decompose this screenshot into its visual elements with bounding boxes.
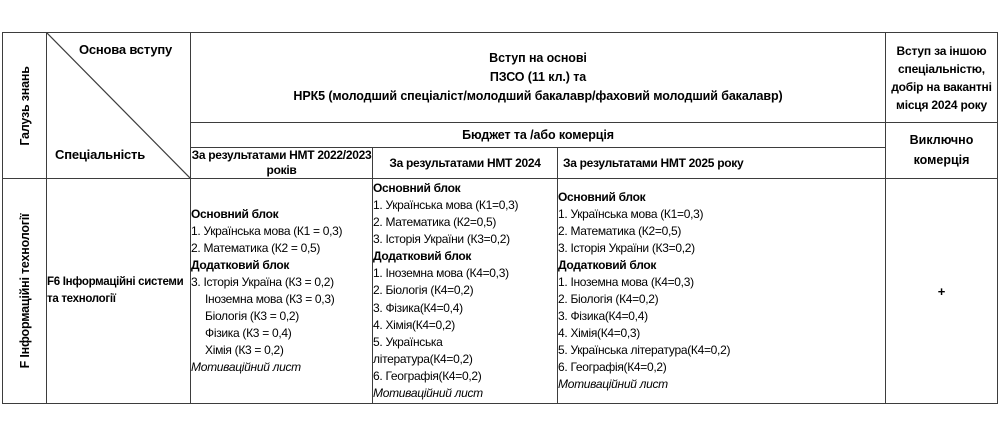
subject-line: Основний блок [558, 189, 646, 204]
commerce-only-value-cell [886, 179, 998, 404]
subject-line: Біологія (К3 = 0,2) [205, 309, 299, 324]
subject-line: Мотиваційний лист [558, 377, 668, 392]
field-of-knowledge-label: F Інформаційні технології [17, 213, 32, 369]
subject-line: 3. Історія Україна (К3 = 0,2) [191, 274, 334, 289]
commerce-only-header-cell: Виключно комерція [886, 123, 998, 179]
funding-header-cell: Бюджет та /або комерція [191, 123, 886, 148]
subject-line: 4. Хімія(К4=0,2) [373, 317, 455, 332]
row-group-label: Галузь знань [17, 65, 32, 146]
subject-line: Додатковий блок [373, 249, 472, 264]
admission-basis-line-2: ПЗСО (11 кл.) та [489, 70, 587, 85]
subject-line: Основний блок [191, 206, 279, 221]
other-specialty-header-cell [886, 33, 998, 123]
subject-line: 1. Українська мова (К1 = 0,3) [191, 223, 343, 238]
subject-line: Додатковий блок [558, 257, 657, 272]
plus-mark: + [937, 283, 946, 299]
subject-line: 5. Українська література(К4=0,2) [558, 343, 731, 358]
subjects-nmt-2022-2023-cell [191, 179, 373, 404]
subject-line: 2. Біологія (К4=0,2) [373, 283, 474, 298]
subject-line: 5. Українська [373, 334, 443, 349]
field-of-knowledge-cell [3, 179, 47, 404]
specialty-cell [47, 179, 191, 404]
row-group-header-cell [3, 33, 47, 179]
subject-line: 2. Математика (К2=0,5) [558, 223, 682, 238]
subject-line: Мотиваційний лист [373, 385, 483, 400]
column-header-nmt-2022-2023: За результатами НМТ 2022/2023 років [191, 148, 372, 177]
admission-basis-header-cell [191, 33, 886, 123]
subject-line: 3. Фізика(К4=0,4) [558, 309, 648, 324]
subjects-nmt-2025-cell [558, 179, 886, 404]
subject-line: 1. Іноземна мова (К4=0,3) [558, 274, 694, 289]
subjects-list-2022-2023 [191, 206, 372, 376]
column-header-nmt-2024: За результатами НМТ 2024 [373, 148, 558, 179]
subject-line: 2. Математика (К2=0,5) [373, 215, 497, 230]
subject-line: 6. Географія(К4=0,2) [558, 360, 667, 375]
subject-line: Основний блок [373, 181, 461, 196]
subjects-nmt-2024-cell [373, 179, 558, 404]
subject-line: Мотиваційний лист [191, 360, 301, 375]
column-header-nmt-2025: За результатами НМТ 2025 року [558, 148, 886, 179]
admission-basis-line-3: НРК5 (молодший спеціаліст/молодший бакалавр/фаховий молодший бакалавр) [293, 88, 783, 103]
subject-line: 2. Математика (К2 = 0,5) [191, 240, 321, 255]
subject-line: Фізика (К3 = 0,4) [205, 326, 292, 341]
admission-requirements-table [2, 32, 998, 404]
other-specialty-header-label: Вступ за іншою спеціальністю, добір на вакантні місця 2024 року [891, 43, 992, 112]
subject-line: література(К4=0,2) [373, 351, 473, 366]
subject-line: 3. Історія України (К3=0,2) [373, 232, 510, 247]
subject-line: 3. Історія України (К3=0,2) [558, 240, 695, 255]
subject-line: Хімія (К3 = 0,2) [205, 343, 284, 358]
specialty-axis-label: Спеціальність [55, 147, 146, 162]
subject-line: 1. Українська мова (К1=0,3) [373, 198, 519, 213]
subject-line: 1. Українська мова (К1=0,3) [558, 206, 704, 221]
subject-line: Додатковий блок [191, 257, 290, 272]
subject-line: 6. Географія(К4=0,2) [373, 368, 482, 383]
admission-basis-line-1: Вступ на основі [489, 51, 587, 66]
subject-line: 4. Хімія(К4=0,3) [558, 326, 640, 341]
specialty-label: F6 Інформаційні системи та технології [47, 275, 184, 305]
subjects-list-2025 [558, 189, 885, 393]
subject-line: Іноземна мова (К3 = 0,3) [205, 292, 335, 306]
subject-line: 2. Біологія (К4=0,2) [558, 292, 659, 306]
subject-line: 3. Фізика(К4=0,4) [373, 300, 463, 315]
subject-line: 1. Іноземна мова (К4=0,3) [373, 266, 509, 281]
corner-header-cell [47, 33, 191, 179]
subjects-list-2024 [373, 180, 557, 401]
admission-basis-axis-label: Основа вступу [78, 42, 173, 57]
